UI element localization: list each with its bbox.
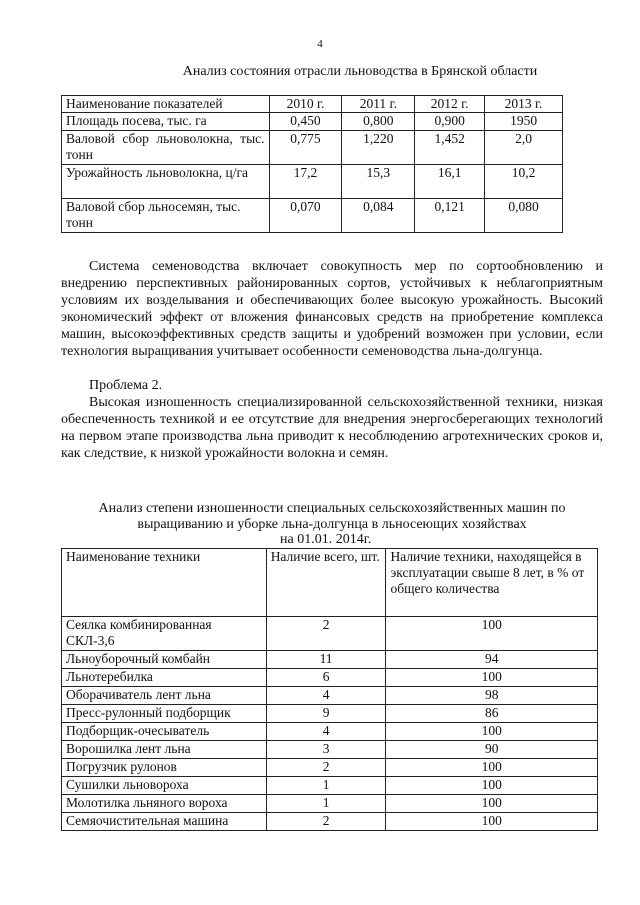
table-row xyxy=(62,741,598,759)
header-cell: Наименование техники xyxy=(62,549,267,617)
table-cell: 17,2 xyxy=(269,165,342,199)
header-cell: 2011 г. xyxy=(342,96,415,113)
table-row xyxy=(62,687,598,705)
table-cell: 15,3 xyxy=(342,165,415,199)
table-cell: 1 xyxy=(266,777,386,795)
table-cell: 3 xyxy=(266,741,386,759)
table-cell: 0,775 xyxy=(269,131,342,165)
row-label: Сушилки льновороха xyxy=(62,777,267,795)
table-cell: 0,450 xyxy=(269,113,342,131)
row-label: Семяочистительная машина xyxy=(62,813,267,831)
paragraph-problem-text: Высокая изношенность специализированной сельскохозяйственной техники, низкая обеспеченность техникой и ее отсутствие для внедрения энергосберегающих технологий на первом этапе производства льна приводит к несоблюдению агротехнических сроков и, как следствие, к низкой урожайности волокна и семян. xyxy=(61,395,603,461)
row-label: Ворошилка лент льна xyxy=(62,741,267,759)
table1-title: Анализ состояния отрасли льноводства в Брянской области xyxy=(182,64,538,79)
table-cell: 1 xyxy=(266,795,386,813)
table-cell: 0,900 xyxy=(415,113,485,131)
table-cell: 0,084 xyxy=(342,199,415,233)
paragraph-seed-system: Система семеноводства включает совокупность мер по сортообновлению и внедрению перспективных районированных сортов, устойчивых к неблагоприятным условиям их возделывания и обеспечивающих более высокую урожайность. Высокий экономический эффект от вложения финансовых средств на приобретение комплекса машин, высокоэффективных средств защиты и удобрений возможен при условии, если технология выращивания учитывает особенности семеноводства льна-долгунца. xyxy=(61,259,603,359)
table-cell: 2 xyxy=(266,759,386,777)
table-cell: 100 xyxy=(386,723,598,741)
table-row xyxy=(62,759,598,777)
flax-industry-table xyxy=(61,95,563,233)
row-label: Площадь посева, тыс. га xyxy=(62,113,270,131)
table2-title: Анализ степени изношенности специальных сельскохозяйственных машин по выращиванию и уборке льна-долгунца в льносеющих хозяйствах xyxy=(98,501,566,532)
row-label: Пресс-рулонный подборщик xyxy=(62,705,267,723)
table-row xyxy=(62,723,598,741)
header-cell: 2010 г. xyxy=(269,96,342,113)
table-cell: 100 xyxy=(386,617,598,651)
table-row xyxy=(62,777,598,795)
table2-date: на 01.01. 2014г. xyxy=(280,532,372,547)
table-cell: 2,0 xyxy=(485,131,563,165)
table-cell: 4 xyxy=(266,723,386,741)
page-number: 4 xyxy=(317,38,323,50)
table-cell: 1950 xyxy=(485,113,563,131)
table-row xyxy=(62,113,563,131)
table-header-row xyxy=(62,549,598,617)
machinery-wear-table xyxy=(61,548,598,831)
row-label: Оборачиватель лент льна xyxy=(62,687,267,705)
row-label: Льноуборочный комбайн xyxy=(62,651,267,669)
table-row xyxy=(62,813,598,831)
row-label: Валовой сбор льносемян, тыс. тонн xyxy=(62,199,270,233)
table-cell: 0,080 xyxy=(485,199,563,233)
header-cell: 2013 г. xyxy=(485,96,563,113)
row-label: Урожайность льноволокна, ц/га xyxy=(62,165,270,199)
header-cell: Наличие всего, шт. xyxy=(266,549,386,617)
table-cell: 4 xyxy=(266,687,386,705)
table-row xyxy=(62,651,598,669)
table-cell: 100 xyxy=(386,795,598,813)
table-row xyxy=(62,199,563,233)
table-cell: 16,1 xyxy=(415,165,485,199)
table-cell: 100 xyxy=(386,669,598,687)
table-cell: 9 xyxy=(266,705,386,723)
table-cell: 2 xyxy=(266,813,386,831)
table-header-row xyxy=(62,96,563,113)
header-cell: 2012 г. xyxy=(415,96,485,113)
row-label: Молотилка льняного вороха xyxy=(62,795,267,813)
table-cell: 100 xyxy=(386,813,598,831)
paragraph-problem-heading: Проблема 2. xyxy=(89,378,163,393)
row-label: Льнотеребилка xyxy=(62,669,267,687)
table-row xyxy=(62,669,598,687)
row-label: Подборщик-очесыватель xyxy=(62,723,267,741)
row-label: Валовой сбор льноволокна, тыс. тонн xyxy=(62,131,270,165)
table-cell: 100 xyxy=(386,777,598,795)
table-cell: 0,070 xyxy=(269,199,342,233)
table-cell: 11 xyxy=(266,651,386,669)
table-cell: 1,452 xyxy=(415,131,485,165)
table-cell: 10,2 xyxy=(485,165,563,199)
row-label: Погрузчик рулонов xyxy=(62,759,267,777)
row-label: Сеялка комбинированная СКЛ-3,6 xyxy=(62,617,267,651)
table-cell: 1,220 xyxy=(342,131,415,165)
table-cell: 90 xyxy=(386,741,598,759)
table-row xyxy=(62,131,563,165)
table-cell: 6 xyxy=(266,669,386,687)
table-cell: 100 xyxy=(386,759,598,777)
table-row xyxy=(62,165,563,199)
table-row xyxy=(62,795,598,813)
table-cell: 0,800 xyxy=(342,113,415,131)
header-cell: Наименование показателей xyxy=(62,96,270,113)
table-cell: 2 xyxy=(266,617,386,651)
header-cell: Наличие техники, находящейся в эксплуатации свыше 8 лет, в % от общего количества xyxy=(386,549,598,617)
table-cell: 86 xyxy=(386,705,598,723)
table-row xyxy=(62,705,598,723)
table-cell: 0,121 xyxy=(415,199,485,233)
table-row xyxy=(62,617,598,651)
table-cell: 98 xyxy=(386,687,598,705)
table-cell: 94 xyxy=(386,651,598,669)
